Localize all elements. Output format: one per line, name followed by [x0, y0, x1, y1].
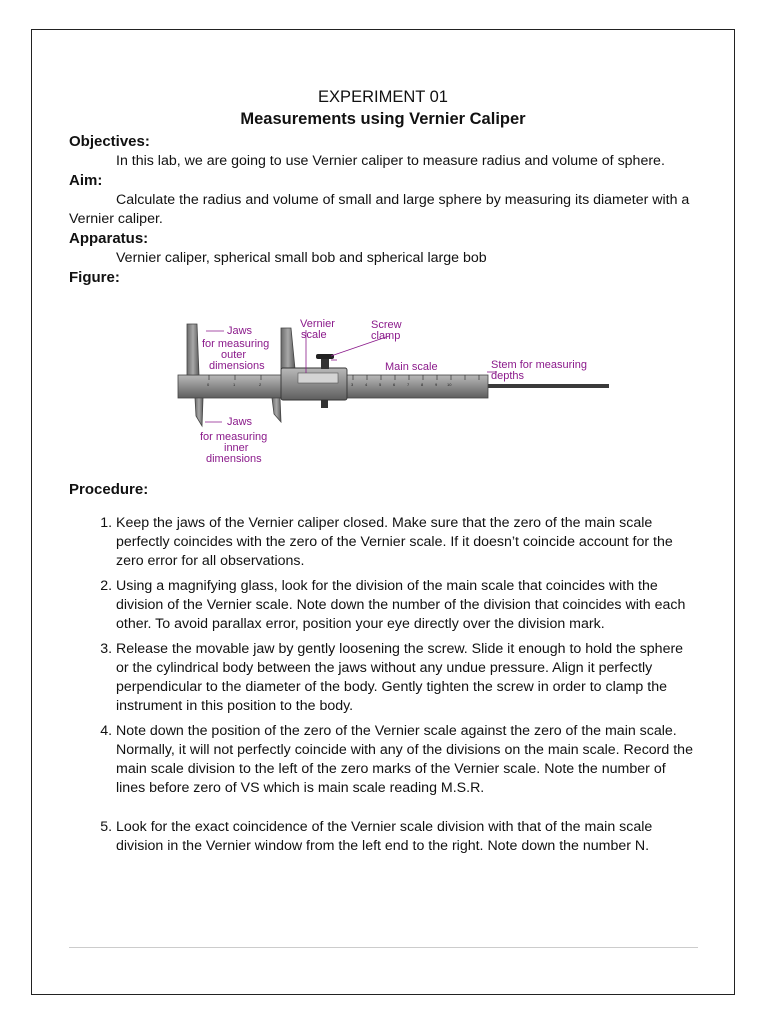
label-main-scale: Main scale [385, 361, 438, 373]
label-jaws-inner: Jaws [227, 416, 253, 428]
depth-stem [469, 384, 609, 388]
footer-rule [69, 947, 698, 948]
objectives-heading: Objectives: [69, 133, 150, 150]
scale-number: 9 [435, 382, 438, 387]
screw-clamp [321, 358, 329, 369]
movable-outer-jaw [281, 328, 295, 369]
procedure-step: 5. Look for the exact coincidence of the Vernier scale division with that of the main scale division in the Vernier window from the left end to the right. Note down the number N. [116, 818, 697, 856]
vernier-caliper-diagram [69, 294, 697, 464]
procedure-step: 2. Using a magnifying glass, look for the division of the main scale that coincides with the division of the Vernier scale. Note down the number of the division that coincides with each other. To avoid parallax error, position your eye directly over the division mark. [116, 577, 697, 634]
scale-number: 3 [351, 382, 354, 387]
document-body [69, 86, 697, 862]
apparatus-text: Vernier caliper, spherical small bob and spherical large bob [116, 250, 487, 266]
objectives-text: In this lab, we are going to use Vernier caliper to measure radius and volume of sphere. [116, 153, 665, 169]
label-jaws-outer-line4: dimensions [209, 360, 265, 372]
label-jaws-inner-line2: for measuring [200, 431, 268, 443]
label-stem: Stem for measuring [491, 359, 587, 371]
figure-heading: Figure: [69, 269, 120, 286]
scale-number: 8 [421, 382, 424, 387]
procedure-step: 1. Keep the jaws of the Vernier caliper closed. Make sure that the zero of the main scale perfectly coincides with the zero of the Vernier scale. If it doesn’t coincide account for the zero error for all observations. [116, 514, 697, 571]
scale-number: 5 [379, 382, 382, 387]
procedure-heading: Procedure: [69, 481, 149, 498]
screw-clamp-bottom [321, 400, 328, 408]
scale-number: 1 [233, 382, 236, 387]
procedure-step: 3. Release the movable jaw by gently loosening the screw. Slide it enough to hold the sphere or the cylindrical body between the jaws without any undue pressure. Align it perfectly perpendicular to the diameter of the body. Gently tighten the screw in order to clamp the instrument in this position to the body. [116, 640, 697, 716]
label-screw-clamp-line2: clamp [371, 330, 401, 342]
scale-number: 0 [207, 382, 210, 387]
fixed-inner-jaw [195, 398, 203, 426]
screw-clamp-head [316, 354, 334, 359]
procedure-list [69, 514, 697, 856]
scale-number: 2 [259, 382, 262, 387]
label-vernier-scale: Vernier [300, 318, 335, 330]
movable-inner-jaw [272, 398, 281, 422]
label-screw-clamp: Screw [371, 319, 402, 331]
label-jaws-outer: Jaws [227, 325, 253, 337]
label-vernier-scale-line2: scale [301, 329, 327, 341]
scale-number: 7 [407, 382, 410, 387]
experiment-subtitle: Measurements using Vernier Caliper [240, 110, 526, 128]
label-jaws-outer-line2: for measuring [202, 338, 270, 350]
label-jaws-outer-line3: outer [221, 349, 247, 361]
fixed-outer-jaw [187, 324, 199, 375]
scale-number: 6 [393, 382, 396, 387]
experiment-title: EXPERIMENT 01 [318, 88, 448, 106]
scale-number: 10 [447, 382, 452, 387]
aim-heading: Aim: [69, 172, 103, 189]
vernier-window [298, 373, 338, 383]
aim-text: Calculate the radius and volume of small and large sphere by measuring its diameter with a Vernier caliper. [69, 192, 690, 227]
procedure-step: 4. Note down the position of the zero of the Vernier scale against the zero of the main scale. Normally, it will not perfectly coincide with any of the divisions on the main scale. Record the main scale division to the left of the zero marks of the Vernier scale. Note the number of lines before zero of VS which is main scale reading M.S.R. [116, 722, 697, 798]
label-stem-line2: depths [491, 370, 525, 382]
vernier-caliper-figure [69, 294, 697, 474]
label-jaws-inner-line4: dimensions [206, 453, 262, 464]
label-jaws-inner-line3: inner [224, 442, 249, 454]
apparatus-heading: Apparatus: [69, 230, 149, 247]
scale-number: 4 [365, 382, 368, 387]
